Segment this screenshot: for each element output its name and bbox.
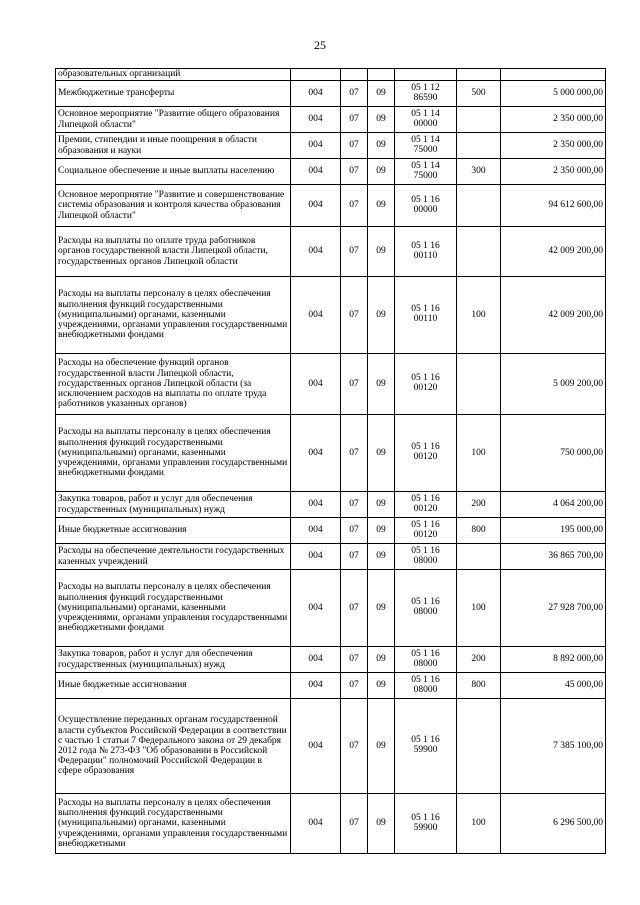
expense-name: Расходы на обеспечение деятельности государственных казенных учреждений	[58, 546, 285, 567]
target-article-part2: 86590	[413, 92, 438, 103]
table-row	[56, 227, 606, 277]
subsection-code: 09	[376, 166, 386, 177]
grbs-code: 004	[308, 602, 323, 613]
grbs-code-cell	[291, 647, 341, 673]
subsection-code: 09	[376, 551, 386, 562]
expense-name-cell	[56, 492, 291, 518]
grbs-code-cell	[291, 673, 341, 699]
amount-cell	[501, 81, 606, 107]
target-article-part1: 05 1 16	[411, 735, 440, 746]
expense-type-code: 500	[471, 88, 486, 99]
section-code-cell	[341, 69, 368, 81]
target-article-cell	[395, 794, 457, 854]
expense-name: Основное мероприятие "Развитие общего образования Липецкой области"	[58, 109, 280, 130]
table-row	[56, 699, 606, 794]
expense-type-cell	[457, 81, 501, 107]
expense-name: Расходы на обеспечение функций органов государственной власти Липецкой области, государственных органов Липецкой области (за исключением расходов на выплаты по оплате труда работников указанных органов)	[58, 358, 267, 410]
expense-name: Расходы на выплаты по оплате труда работников органов государственной власти Липецкой области, государственных органов Липецкой области	[58, 236, 268, 267]
target-article-part1: 05 1 14	[411, 134, 440, 145]
target-article-part2: 08000	[413, 684, 438, 695]
grbs-code-cell	[291, 107, 341, 133]
amount-cell	[501, 69, 606, 81]
section-code: 07	[349, 309, 359, 320]
expense-type-cell	[457, 227, 501, 277]
amount-cell	[501, 699, 606, 794]
amount: 2 350 000,00	[553, 114, 603, 125]
subsection-code-cell	[368, 518, 395, 544]
target-article-cell	[395, 647, 457, 673]
section-code-cell	[341, 570, 368, 647]
section-code-cell	[341, 354, 368, 415]
grbs-code-cell	[291, 518, 341, 544]
amount-cell	[501, 185, 606, 227]
expense-type-cell	[457, 159, 501, 185]
amount: 2 350 000,00	[553, 140, 603, 151]
section-code: 07	[349, 114, 359, 125]
table-row	[56, 415, 606, 492]
expense-name: Осуществление переданных органам государственной власти субъектов Российской Федерации в соответствии с частью 1 статьи 7 Федерального закона от 29 декабря 2012 года № 273-ФЗ "Об образовании в Российской Федерации" полномочий Российской Федерации в сфере образования	[58, 715, 287, 777]
subsection-code-cell	[368, 673, 395, 699]
subsection-code: 09	[376, 740, 386, 751]
subsection-code-cell	[368, 159, 395, 185]
table-row	[56, 107, 606, 133]
target-article-cell	[395, 492, 457, 518]
expense-type-code: 100	[471, 818, 486, 829]
grbs-code-cell	[291, 570, 341, 647]
target-article-cell	[395, 673, 457, 699]
target-article-part1: 05 1 16	[411, 442, 440, 453]
target-article-cell	[395, 227, 457, 277]
expense-type-cell	[457, 185, 501, 227]
amount-cell	[501, 647, 606, 673]
expense-name-cell	[56, 415, 291, 492]
expense-type-cell	[457, 354, 501, 415]
subsection-code-cell	[368, 699, 395, 794]
section-code: 07	[349, 602, 359, 613]
budget-table-body	[56, 69, 606, 854]
section-code-cell	[341, 794, 368, 854]
section-code-cell	[341, 227, 368, 277]
expense-name-cell	[56, 518, 291, 544]
amount: 5 009 200,00	[553, 378, 603, 389]
section-code-cell	[341, 133, 368, 159]
target-article-part2: 75000	[413, 170, 438, 181]
amount-cell	[501, 518, 606, 544]
amount-cell	[501, 570, 606, 647]
target-article-cell	[395, 277, 457, 354]
target-article-part1: 05 1 16	[411, 194, 440, 205]
expense-type-code: 100	[471, 602, 486, 613]
section-code-cell	[341, 159, 368, 185]
grbs-code-cell	[291, 354, 341, 415]
subsection-code: 09	[376, 447, 386, 458]
target-article-part1: 05 1 16	[411, 519, 440, 530]
subsection-code: 09	[376, 818, 386, 829]
expense-type-cell	[457, 699, 501, 794]
section-code: 07	[349, 200, 359, 211]
section-code: 07	[349, 740, 359, 751]
target-article-part1: 05 1 16	[411, 493, 440, 504]
table-row	[56, 354, 606, 415]
target-article-part1: 05 1 16	[411, 648, 440, 659]
amount: 5 000 000,00	[553, 88, 603, 99]
expense-type-code: 200	[471, 654, 486, 665]
target-article-part2: 00120	[413, 503, 438, 514]
section-code-cell	[341, 107, 368, 133]
expense-name: Закупка товаров, работ и услуг для обеспечения государственных (муниципальных) нужд	[58, 494, 253, 515]
section-code-cell	[341, 544, 368, 570]
target-article-cell	[395, 133, 457, 159]
amount: 8 892 000,00	[553, 654, 603, 665]
table-row	[56, 185, 606, 227]
target-article-part1: 05 1 14	[411, 108, 440, 119]
target-article-part2: 59900	[413, 745, 438, 755]
expense-name-cell	[56, 354, 291, 415]
section-code-cell	[341, 492, 368, 518]
table-row	[56, 794, 606, 854]
section-code-cell	[341, 699, 368, 794]
expense-name: Расходы на выплаты персоналу в целях обеспечения выполнения функций государственными (муниципальными) органами, казенными учреждениями, органами управления государственными внебюджетными фондами	[58, 289, 288, 341]
amount-cell	[501, 794, 606, 854]
subsection-code-cell	[368, 227, 395, 277]
target-article-part1: 05 1 16	[411, 304, 440, 315]
amount: 750 000,00	[560, 447, 603, 458]
grbs-code: 004	[308, 88, 323, 99]
target-article-part1: 05 1 16	[411, 812, 440, 823]
subsection-code-cell	[368, 69, 395, 81]
amount: 94 612 600,00	[548, 200, 603, 211]
subsection-code: 09	[376, 499, 386, 510]
section-code-cell	[341, 185, 368, 227]
target-article-part1: 05 1 16	[411, 373, 440, 384]
amount-cell	[501, 415, 606, 492]
expense-name-cell	[56, 570, 291, 647]
amount: 45 000,00	[565, 680, 603, 691]
table-row	[56, 277, 606, 354]
target-article-cell	[395, 699, 457, 794]
table-row	[56, 133, 606, 159]
grbs-code: 004	[308, 447, 323, 458]
grbs-code: 004	[308, 680, 323, 691]
page-number: 25	[314, 38, 326, 52]
expense-name-cell	[56, 185, 291, 227]
section-code-cell	[341, 415, 368, 492]
amount-cell	[501, 159, 606, 185]
expense-name: Социальное обеспечение и иные выплаты населению	[58, 166, 275, 177]
amount: 4 064 200,00	[553, 499, 603, 510]
target-article-part1: 05 1 16	[411, 240, 440, 251]
grbs-code-cell	[291, 69, 341, 81]
grbs-code: 004	[308, 140, 323, 151]
section-code-cell	[341, 81, 368, 107]
section-code: 07	[349, 551, 359, 562]
grbs-code: 004	[308, 246, 323, 257]
grbs-code-cell	[291, 81, 341, 107]
grbs-code: 004	[308, 114, 323, 125]
target-article-cell	[395, 544, 457, 570]
target-article-part2: 00120	[413, 529, 438, 540]
section-code: 07	[349, 654, 359, 665]
expense-name: Расходы на выплаты персоналу в целях обеспечения выполнения функций государственными (муниципальными) органами, казенными учреждениями, органами управления государственными внебюджетными фондами	[58, 582, 288, 634]
amount-cell	[501, 544, 606, 570]
table-row	[56, 544, 606, 570]
grbs-code-cell	[291, 492, 341, 518]
subsection-code-cell	[368, 647, 395, 673]
grbs-code: 004	[308, 654, 323, 665]
grbs-code: 004	[308, 499, 323, 510]
amount: 42 009 200,00	[548, 309, 603, 320]
grbs-code: 004	[308, 525, 323, 536]
subsection-code-cell	[368, 570, 395, 647]
target-article-cell	[395, 518, 457, 544]
section-code-cell	[341, 673, 368, 699]
target-article-cell	[395, 185, 457, 227]
target-article-cell	[395, 69, 457, 81]
section-code: 07	[349, 818, 359, 829]
expense-type-code: 100	[471, 447, 486, 458]
target-article-part1: 05 1 12	[411, 82, 440, 93]
table-row	[56, 81, 606, 107]
subsection-code: 09	[376, 114, 386, 125]
amount: 2 350 000,00	[553, 166, 603, 177]
section-code-cell	[341, 647, 368, 673]
grbs-code-cell	[291, 277, 341, 354]
amount: 27 928 700,00	[548, 602, 603, 613]
amount-cell	[501, 354, 606, 415]
target-article-part1: 05 1 16	[411, 597, 440, 608]
table-row	[56, 570, 606, 647]
target-article-cell	[395, 159, 457, 185]
expense-name-cell	[56, 277, 291, 354]
expense-type-cell	[457, 277, 501, 354]
expense-type-code: 200	[471, 499, 486, 510]
target-article-part2: 75000	[413, 144, 438, 155]
expense-type-cell	[457, 518, 501, 544]
expense-type-cell	[457, 107, 501, 133]
section-code: 07	[349, 246, 359, 257]
target-article-cell	[395, 570, 457, 647]
target-article-part1: 05 1 14	[411, 160, 440, 171]
subsection-code-cell	[368, 492, 395, 518]
expense-name-cell	[56, 69, 291, 81]
grbs-code: 004	[308, 166, 323, 177]
expense-name-cell	[56, 107, 291, 133]
grbs-code: 004	[308, 551, 323, 562]
expense-type-cell	[457, 570, 501, 647]
target-article-part2: 00110	[413, 314, 438, 324]
expense-name-cell	[56, 699, 291, 794]
grbs-code-cell	[291, 159, 341, 185]
target-article-part1: 05 1 16	[411, 674, 440, 685]
subsection-code: 09	[376, 680, 386, 691]
amount-cell	[501, 133, 606, 159]
subsection-code-cell	[368, 794, 395, 854]
subsection-code: 09	[376, 378, 386, 389]
expense-type-cell	[457, 133, 501, 159]
expense-type-cell	[457, 492, 501, 518]
expense-name: Основное мероприятие "Развитие и совершенствование системы образования и контроля качества образования Липецкой области"	[58, 190, 285, 221]
target-article-part2: 00000	[413, 118, 438, 129]
expense-name: Расходы на выплаты персоналу в целях обеспечения выполнения функций государственными (муниципальными) органами, казенными учреждениями, органами управления государственными внебюджетными	[58, 797, 288, 849]
section-code: 07	[349, 525, 359, 536]
amount: 195 000,00	[560, 525, 603, 536]
expense-type-cell	[457, 69, 501, 81]
subsection-code-cell	[368, 415, 395, 492]
subsection-code: 09	[376, 246, 386, 257]
target-article-cell	[395, 354, 457, 415]
subsection-code-cell	[368, 133, 395, 159]
subsection-code: 09	[376, 602, 386, 613]
expense-type-code: 100	[471, 309, 486, 320]
target-article-part2: 00110	[413, 250, 438, 261]
expense-name: Иные бюджетные ассигнования	[58, 525, 187, 536]
amount-cell	[501, 277, 606, 354]
grbs-code-cell	[291, 699, 341, 794]
expense-name-cell	[56, 81, 291, 107]
section-code: 07	[349, 447, 359, 458]
grbs-code-cell	[291, 227, 341, 277]
grbs-code: 004	[308, 200, 323, 211]
amount: 6 296 500,00	[553, 818, 603, 829]
expense-type-cell	[457, 415, 501, 492]
amount-cell	[501, 227, 606, 277]
section-code: 07	[349, 166, 359, 177]
table-row	[56, 518, 606, 544]
expense-name-cell	[56, 133, 291, 159]
section-code-cell	[341, 518, 368, 544]
subsection-code: 09	[376, 88, 386, 99]
table-row	[56, 492, 606, 518]
expense-name-cell	[56, 159, 291, 185]
amount-cell	[501, 107, 606, 133]
grbs-code-cell	[291, 544, 341, 570]
subsection-code: 09	[376, 525, 386, 536]
subsection-code-cell	[368, 81, 395, 107]
target-article-cell	[395, 107, 457, 133]
target-article-part2: 00120	[413, 452, 438, 462]
expense-name-cell	[56, 227, 291, 277]
expense-type-code: 300	[471, 166, 486, 177]
target-article-cell	[395, 415, 457, 492]
table-row	[56, 159, 606, 185]
grbs-code: 004	[308, 309, 323, 320]
grbs-code: 004	[308, 378, 323, 389]
amount-cell	[501, 492, 606, 518]
expense-name: Премии, стипендии и иные поощрения в области образования и науки	[58, 135, 257, 156]
expense-type-code: 800	[471, 680, 486, 691]
grbs-code-cell	[291, 794, 341, 854]
target-article-part2: 08000	[413, 555, 438, 566]
expense-name: образовательных организаций	[58, 69, 181, 80]
amount-cell	[501, 673, 606, 699]
expense-name-cell	[56, 544, 291, 570]
section-code: 07	[349, 140, 359, 151]
target-article-part2: 08000	[413, 658, 438, 669]
expense-name-cell	[56, 673, 291, 699]
expense-name-cell	[56, 647, 291, 673]
section-code-cell	[341, 277, 368, 354]
subsection-code: 09	[376, 309, 386, 320]
target-article-part2: 08000	[413, 607, 438, 617]
subsection-code-cell	[368, 354, 395, 415]
table-row	[56, 647, 606, 673]
subsection-code-cell	[368, 185, 395, 227]
expense-type-cell	[457, 794, 501, 854]
section-code: 07	[349, 88, 359, 99]
section-code: 07	[349, 499, 359, 510]
target-article-cell	[395, 81, 457, 107]
grbs-code: 004	[308, 740, 323, 751]
target-article-part2: 00000	[413, 204, 438, 215]
subsection-code-cell	[368, 107, 395, 133]
expense-type-cell	[457, 544, 501, 570]
table-row	[56, 69, 606, 81]
grbs-code-cell	[291, 185, 341, 227]
target-article-part1: 05 1 16	[411, 545, 440, 556]
amount: 42 009 200,00	[548, 246, 603, 257]
subsection-code: 09	[376, 200, 386, 211]
target-article-part2: 00120	[413, 383, 438, 393]
grbs-code-cell	[291, 133, 341, 159]
expense-type-code: 800	[471, 525, 486, 536]
budget-table	[55, 68, 606, 854]
expense-name: Расходы на выплаты персоналу в целях обеспечения выполнения функций государственными (муниципальными) органами, казенными учреждениями, органами управления государственными внебюджетными фондами	[58, 427, 288, 479]
section-code: 07	[349, 680, 359, 691]
table-row	[56, 673, 606, 699]
expense-name: Закупка товаров, работ и услуг для обеспечения государственных (муниципальных) нужд	[58, 649, 253, 670]
subsection-code-cell	[368, 277, 395, 354]
expense-name: Иные бюджетные ассигнования	[58, 680, 187, 691]
expense-name: Межбюджетные трансферты	[58, 88, 175, 99]
subsection-code-cell	[368, 544, 395, 570]
grbs-code: 004	[308, 818, 323, 829]
subsection-code: 09	[376, 654, 386, 665]
amount: 36 865 700,00	[548, 551, 603, 562]
grbs-code-cell	[291, 415, 341, 492]
expense-type-cell	[457, 647, 501, 673]
subsection-code: 09	[376, 140, 386, 151]
expense-type-cell	[457, 673, 501, 699]
section-code: 07	[349, 378, 359, 389]
amount: 7 385 100,00	[553, 740, 603, 751]
target-article-part2: 59900	[413, 822, 438, 833]
expense-name-cell	[56, 794, 291, 854]
